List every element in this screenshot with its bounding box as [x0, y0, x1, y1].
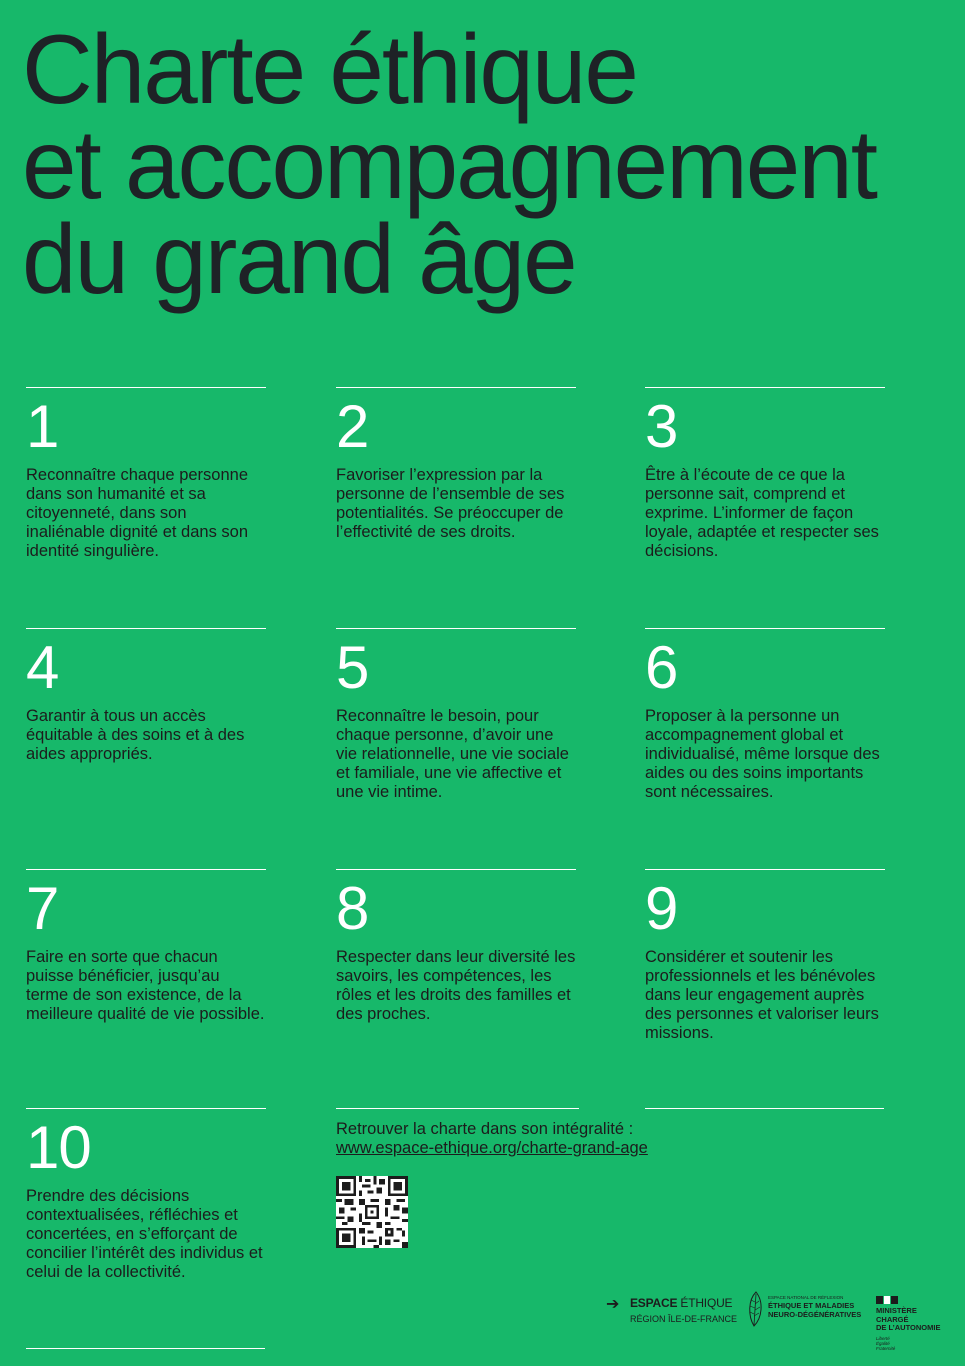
principle-4	[26, 628, 266, 764]
link-label: Retrouver la charte dans son intégralité :	[336, 1120, 634, 1138]
principle-7	[26, 869, 266, 1024]
divider	[26, 387, 266, 388]
logo-region: RÉGION ÎLE-DE-FRANCE	[630, 1314, 738, 1324]
ministere-line-3: DE L’AUTONOMIE	[876, 1323, 941, 1332]
principle-text: Garantir à tous un accès équitable à des soins et à des aides appropriés.	[26, 707, 245, 763]
divider	[645, 1108, 884, 1109]
divider	[336, 1108, 579, 1109]
leaf-icon	[746, 1290, 766, 1328]
qr-code-icon[interactable]	[336, 1176, 408, 1248]
title-line-2: et accompagnement	[22, 109, 876, 219]
principle-number: 3	[645, 393, 678, 460]
charter-link-block	[336, 1120, 756, 1158]
divider	[26, 628, 266, 629]
principle-number: 9	[645, 875, 678, 942]
charter-link[interactable]: www.espace-ethique.org/charte-grand-age	[336, 1139, 648, 1157]
divider	[26, 869, 266, 870]
principle-text: Être à l’écoute de ce que la personne sait, comprend et exprime. L’informer de façon loyale, adaptée et respecter ses décisions.	[645, 466, 879, 560]
principle-number: 4	[26, 634, 59, 701]
logo-espace: ESPACE	[630, 1296, 678, 1310]
poster-title	[22, 14, 876, 314]
ministere-line-2: CHARGÉ	[876, 1314, 909, 1324]
marianne-icon	[876, 1296, 898, 1304]
partner-logos	[606, 1290, 956, 1360]
logo-ethique: ÉTHIQUE	[680, 1296, 733, 1310]
ernd-logo	[746, 1290, 861, 1330]
divider	[26, 1108, 266, 1109]
title-line-3: du grand âge	[22, 204, 576, 314]
principle-8	[336, 869, 576, 1024]
principle-number: 6	[645, 634, 678, 701]
divider	[336, 387, 576, 388]
principle-6	[645, 628, 885, 802]
logo-ernd-small: ESPACE NATIONAL DE RÉFLEXION	[768, 1295, 844, 1300]
principle-5	[336, 628, 576, 802]
divider	[336, 628, 576, 629]
bottom-divider	[26, 1348, 265, 1349]
principle-10	[26, 1108, 266, 1282]
divider	[645, 869, 885, 870]
devise-egalite: Égalité	[876, 1341, 890, 1346]
divider	[645, 387, 885, 388]
principle-text: Favoriser l’expression par la personne de l’ensemble de ses potentialités. Se préoccuper de l’effectivité de ses droits.	[336, 466, 565, 541]
principle-text: Faire en sorte que chacun puisse bénéficier, jusqu’au terme de son existence, de la meilleure qualité de vie possible.	[26, 948, 265, 1023]
divider	[645, 628, 885, 629]
arrow-right-icon: ➔	[606, 1296, 620, 1313]
principle-number: 1	[26, 393, 59, 460]
principle-number: 2	[336, 393, 369, 460]
ministere-line-1: MINISTÈRE	[876, 1306, 917, 1315]
principle-2	[336, 387, 576, 542]
devise-liberte: Liberté	[876, 1336, 890, 1341]
principle-3	[645, 387, 885, 561]
principle-text: Considérer et soutenir les professionnels et les bénévoles dans leur engagement auprès des personnes et valoriser leurs missions.	[645, 948, 879, 1042]
principle-text: Reconnaître chaque personne dans son humanité et sa citoyenneté, dans son inaliénable dignité et dans son identité singulière.	[26, 466, 249, 560]
principle-text: Reconnaître le besoin, pour chaque personne, d’avoir une vie relationnelle, une vie sociale et familiale, une vie affective et une vie intime.	[336, 707, 569, 801]
devise-fraternite: Fraternité	[876, 1346, 896, 1351]
divider	[336, 869, 576, 870]
principle-9	[645, 869, 885, 1043]
title-line-1: Charte éthique	[22, 14, 637, 124]
principle-number: 5	[336, 634, 369, 701]
principle-number: 7	[26, 875, 59, 942]
principle-text: Prendre des décisions contextualisées, réfléchies et concertées, en s’efforçant de concilier l’intérêt des individus et celui de la collectivité.	[26, 1187, 263, 1281]
principle-text: Respecter dans leur diversité les savoirs, les compétences, les rôles et les droits des familles et des proches.	[336, 948, 576, 1023]
principle-number: 10	[26, 1114, 91, 1181]
principle-text: Proposer à la personne un accompagnement global et individualisé, même lorsque des aides ou des soins importants sont nécessaires.	[645, 707, 880, 801]
logo-ernd-line2: NEURO-DÉGÉNÉRATIVES	[768, 1310, 862, 1319]
principle-1	[26, 387, 266, 561]
principle-number: 8	[336, 875, 369, 942]
logo-ernd-line1: ÉTHIQUE ET MALADIES	[768, 1301, 855, 1310]
